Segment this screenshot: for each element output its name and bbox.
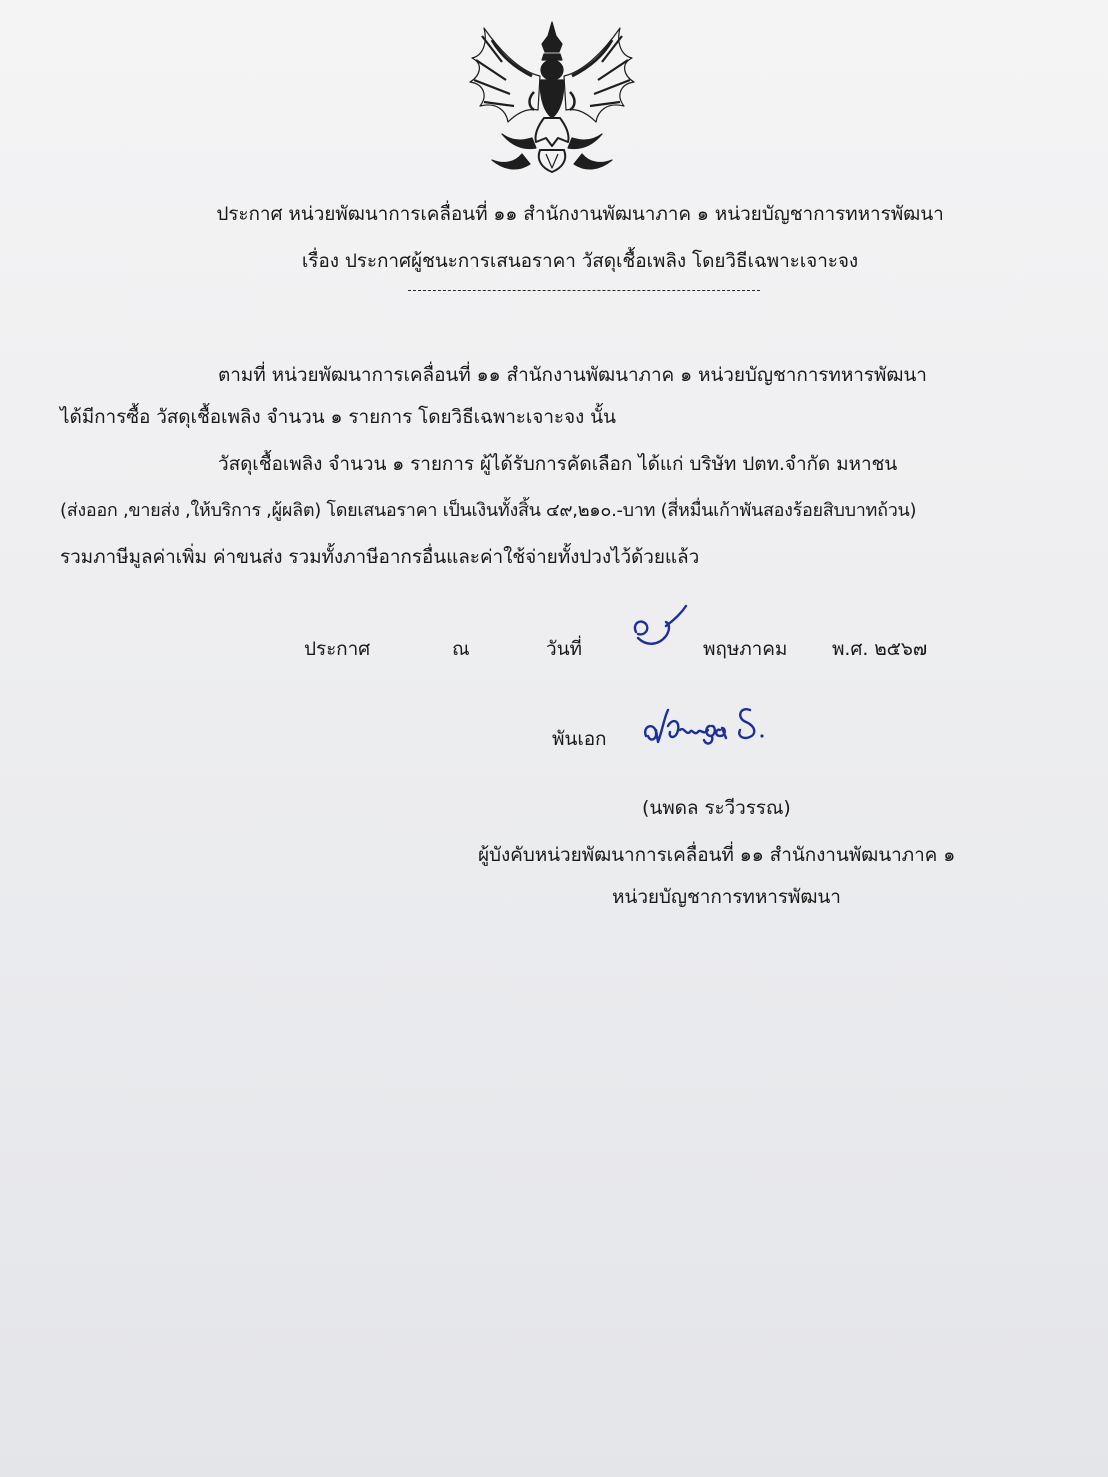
header-divider [408,290,760,291]
paragraph-2-line-3: รวมภาษีมูลค่าเพิ่ม ค่าขนส่ง รวมทั้งภาษีอากรอื่นและค่าใช้จ่ายทั้งปวงไว้ด้วยแล้ว [60,546,700,568]
announcement-title: ประกาศ หน่วยพัฒนาการเคลื่อนที่ ๑๑ สำนักงานพัฒนาภาค ๑ หน่วยบัญชาการทหารพัฒนา [216,203,944,225]
signature-icon [640,696,830,756]
paragraph-1-line-1: ตามที่ หน่วยพัฒนาการเคลื่อนที่ ๑๑ สำนักงานพัฒนาภาค ๑ หน่วยบัญชาการทหารพัฒนา [218,364,927,386]
date-year: พ.ศ. ๒๕๖๗ [832,638,928,660]
signatory-position-line-2: หน่วยบัญชาการทหารพัฒนา [612,886,841,908]
date-announce-label: ประกาศ [304,638,371,660]
paragraph-2-line-2: (ส่งออก ,ขายส่ง ,ให้บริการ ,ผู้ผลิต) โดยเสนอราคา เป็นเงินทั้งสิ้น ๔๙,๒๑๐.-บาท (สี่หมื่นเก้าพันสองร้อยสิบบาทถ้วน) [60,500,917,521]
paragraph-1-line-2: ได้มีการซื้อ วัสดุเชื้อเพลิง จำนวน ๑ รายการ โดยวิธีเฉพาะเจาะจง นั้น [60,406,616,428]
announcement-subject: เรื่อง ประกาศผู้ชนะการเสนอราคา วัสดุเชื้อเพลิง โดยวิธีเฉพาะเจาะจง [301,250,859,272]
garuda-emblem-icon [462,14,642,176]
signatory-rank: พันเอก [552,728,607,750]
paragraph-2-line-1: วัสดุเชื้อเพลิง จำนวน ๑ รายการ ผู้ได้รับการคัดเลือก ได้แก่ บริษัท ปตท.จำกัด มหาชน [218,453,898,475]
handwritten-day-icon [626,602,692,656]
signatory-name: (นพดล ระวีวรรณ) [642,797,791,819]
date-at-label: ณ [452,638,470,660]
signatory-position-line-1: ผู้บังคับหน่วยพัฒนาการเคลื่อนที่ ๑๑ สำนักงานพัฒนาภาค ๑ [478,844,956,866]
date-month: พฤษภาคม [703,638,788,660]
date-day-label: วันที่ [546,638,582,660]
